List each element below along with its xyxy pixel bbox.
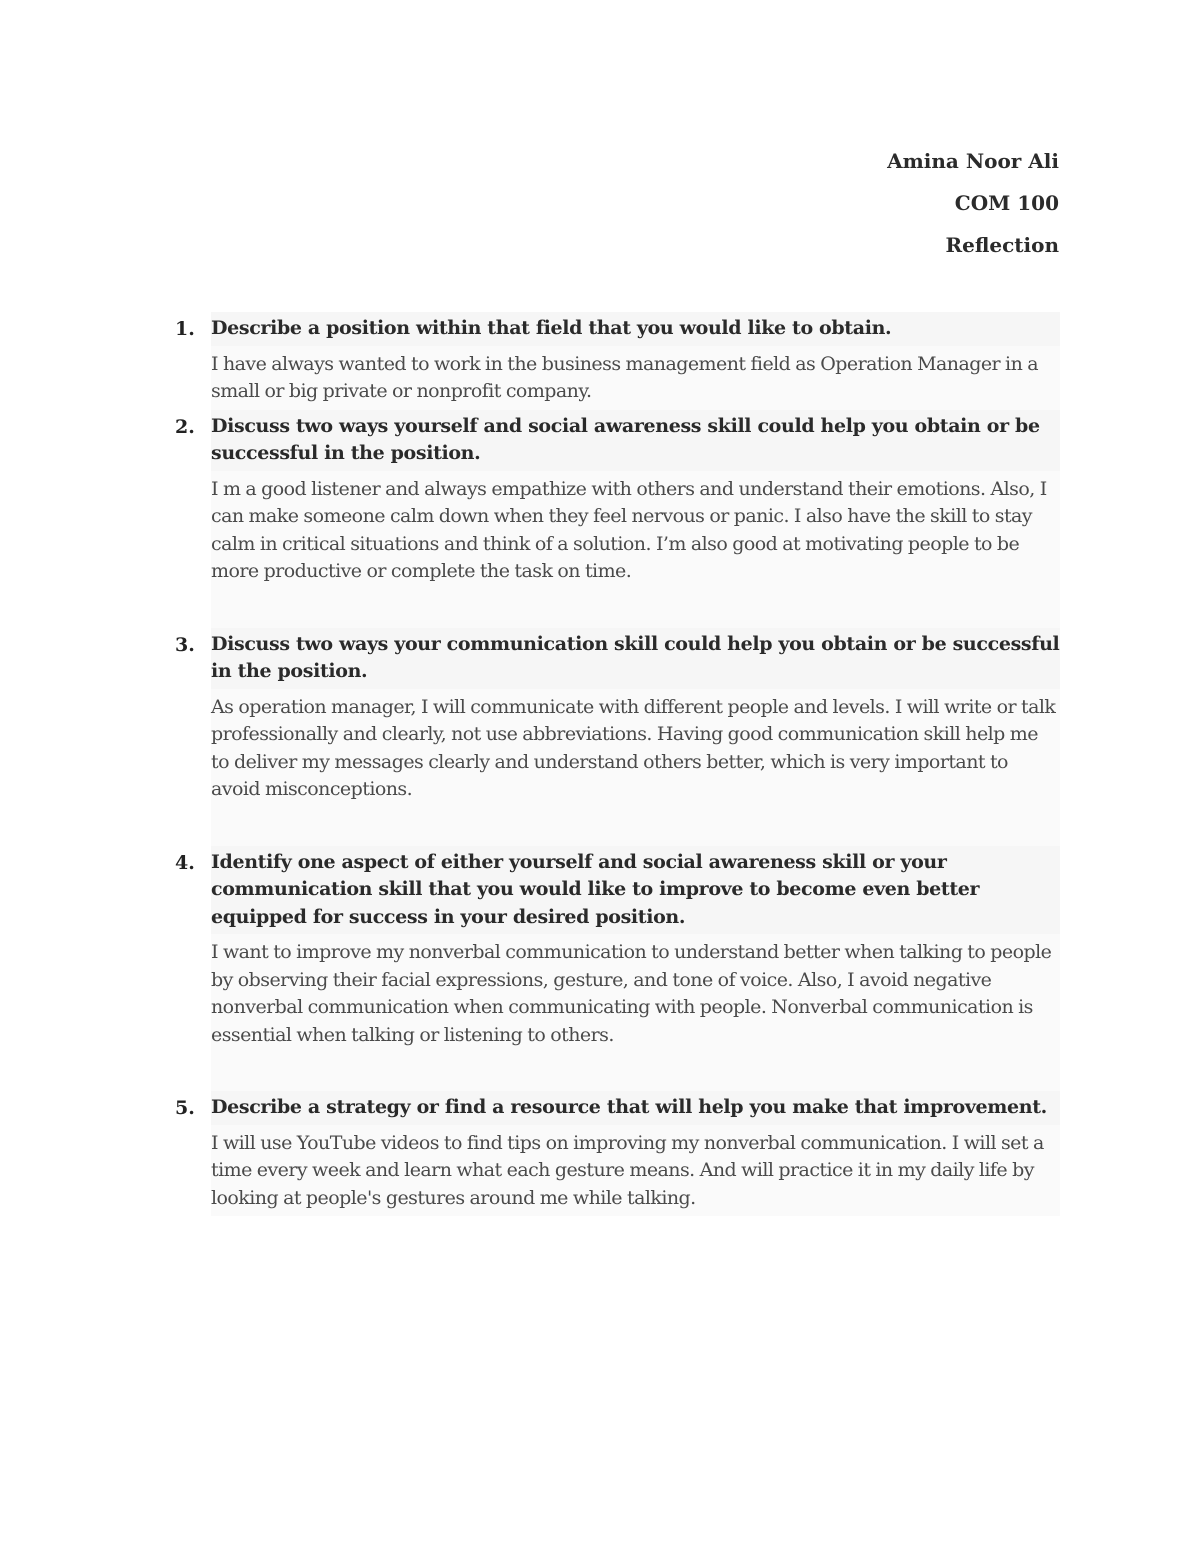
question-number: 3. bbox=[175, 633, 195, 656]
answer-text: As operation manager, I will communicate with different people and levels. I will write or talk professionally and clearly, not use abbreviations. Having good communication skill help me to deliver my messages clearly and understand others better, which is very important to avoid misconceptions. bbox=[211, 689, 1060, 808]
question-number: 2. bbox=[175, 415, 195, 438]
document-title: Reflection bbox=[945, 233, 1059, 257]
course-code: COM 100 bbox=[954, 191, 1059, 215]
question-item-4 bbox=[175, 846, 1060, 1092]
question-prompt: Describe a strategy or find a resource that will help you make that improvement. bbox=[211, 1091, 1060, 1125]
document-header bbox=[887, 140, 1059, 266]
question-list bbox=[175, 312, 1060, 1216]
question-prompt: Describe a position within that field that you would like to obtain. bbox=[211, 312, 1060, 346]
question-prompt: Discuss two ways yourself and social awareness skill could help you obtain or be successful in the position. bbox=[211, 410, 1060, 471]
question-number: 4. bbox=[175, 851, 195, 874]
question-prompt: Identify one aspect of either yourself and social awareness skill or your communication skill that you would like to improve to become even better equipped for success in your desired position. bbox=[211, 846, 1060, 935]
paragraph-spacer bbox=[211, 590, 1060, 628]
question-prompt: Discuss two ways your communication skill could help you obtain or be successful in the position. bbox=[211, 628, 1060, 689]
question-number: 5. bbox=[175, 1097, 195, 1119]
answer-text: I want to improve my nonverbal communication to understand better when talking to people by observing their facial expressions, gesture, and tone of voice. Also, I avoid negative nonverbal communication when communicating with people. Nonverbal communication is essential when talking or listening to others. bbox=[211, 934, 1060, 1053]
question-item-5 bbox=[175, 1091, 1060, 1216]
paragraph-spacer bbox=[211, 808, 1060, 846]
answer-text: I have always wanted to work in the business management field as Operation Manager in a small or big private or nonprofit company. bbox=[211, 346, 1060, 410]
answer-text: I will use YouTube videos to find tips on improving my nonverbal communication. I will set a time every week and learn what each gesture means. And will practice it in my daily life by looking at people's gestures around me while talking. bbox=[211, 1125, 1060, 1217]
question-item-3 bbox=[175, 628, 1060, 846]
answer-text: I m a good listener and always empathize with others and understand their emotions. Also, I can make someone calm down when they feel nervous or panic. I also have the skill to stay calm in critical situations and think of a solution. I’m also good at motivating people to be more productive or complete the task on time. bbox=[211, 471, 1060, 590]
paragraph-spacer bbox=[211, 1053, 1060, 1091]
question-item-1 bbox=[175, 312, 1060, 410]
question-item-2 bbox=[175, 410, 1060, 628]
question-number: 1. bbox=[175, 318, 195, 340]
author-name: Amina Noor Ali bbox=[887, 149, 1059, 173]
